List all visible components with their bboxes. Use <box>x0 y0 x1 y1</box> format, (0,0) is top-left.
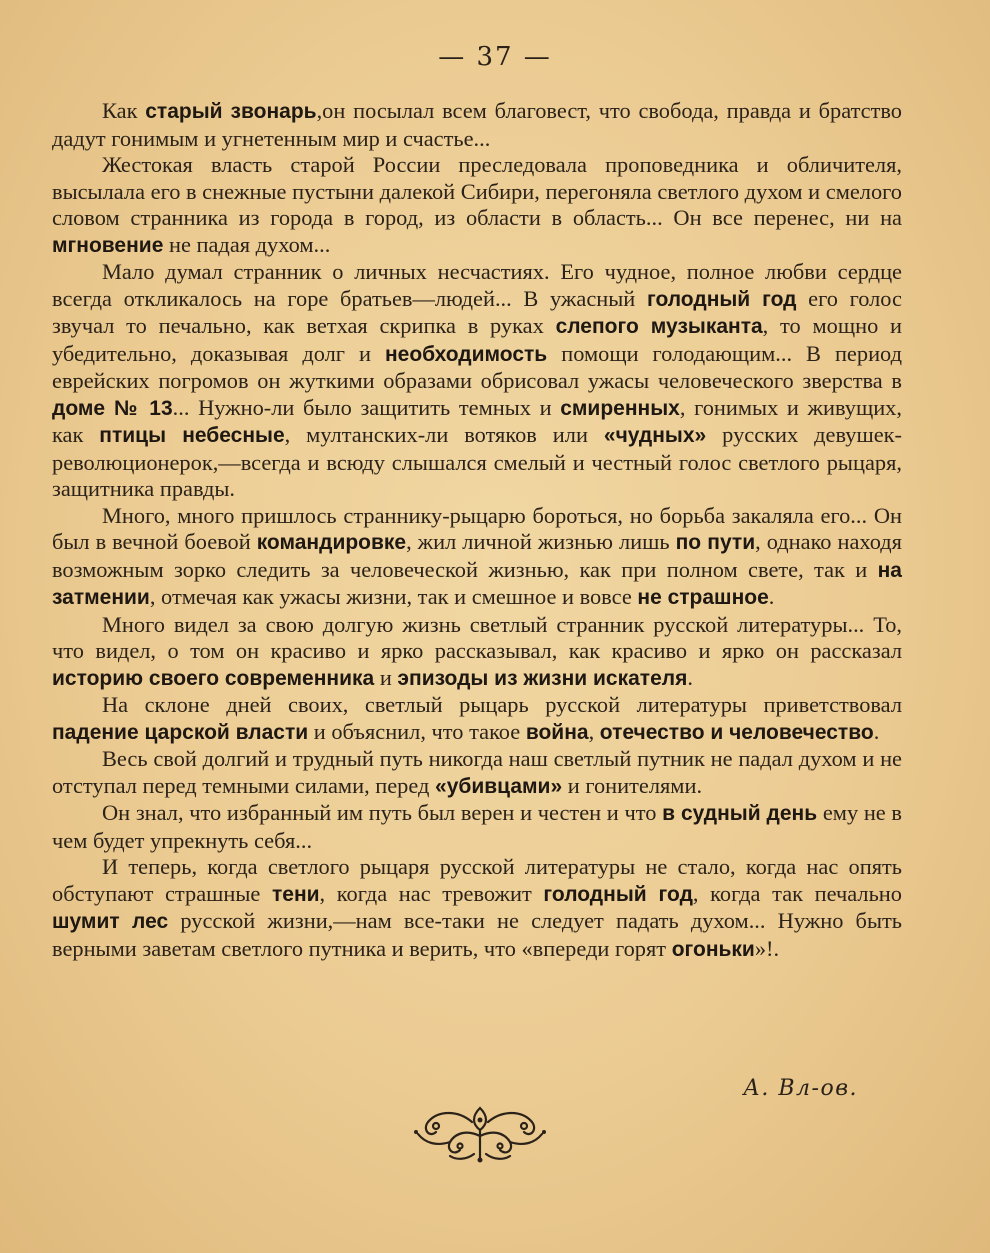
text-run: . <box>768 584 775 609</box>
text-run: Как <box>102 98 146 123</box>
emphasized-text: война <box>525 720 589 744</box>
text-run: , <box>588 718 600 744</box>
emphasized-text: «убивцами» <box>435 774 563 798</box>
text-run: русской жизни,—нам все-таки не следует падать духом... Нужно быть верными заветам светлого путника и верить, что «впереди горят <box>52 908 902 961</box>
text-run: , отмечая как ужасы жизни, так и смешное и вовсе <box>149 584 638 609</box>
text-run: , то мощно и убедительно, доказывая долг и <box>52 313 903 366</box>
text-run: , мултанских-ли вотяков или <box>284 422 604 447</box>
text-run: не падая духом... <box>163 231 331 257</box>
text-run: И теперь, когда светлого рыцаря русской литературы не стало, когда нас опять обступают страшные <box>52 854 902 906</box>
text-run: , гонимых и живущих, как <box>52 394 902 447</box>
emphasized-text: голодный год <box>646 287 797 311</box>
text-run: »!. <box>754 935 780 961</box>
emphasized-text: мгновение <box>52 233 164 257</box>
emphasized-text: по пути <box>675 531 756 554</box>
text-run: ,он посылал всем благовест, что свобода, правда и братство дадут гонимым и угнетенным мир и счастье... <box>52 98 902 151</box>
emphasized-text: огоньки <box>671 937 755 961</box>
emphasized-text: птицы небесные <box>99 424 285 447</box>
emphasized-text: на затмении <box>52 558 902 609</box>
paragraph <box>52 692 902 746</box>
text-run: русских девушек-революционерок,—всегда и всюду слышался смелый и честный голос светлого рыцаря, защитника правды. <box>52 422 902 501</box>
text-run: На склоне дней своих, светлый рыцарь русской литературы приветствовал <box>102 692 902 717</box>
text-run: и <box>374 664 398 690</box>
emphasized-text: смиренных <box>560 396 680 420</box>
paragraph <box>52 259 902 503</box>
paragraph <box>52 854 902 963</box>
paragraph <box>52 503 902 612</box>
emphasized-text: слепого музыканта <box>555 315 763 338</box>
author-signature: А. Вл-ов. <box>743 1076 858 1101</box>
text-run: , жил личной жизнью лишь <box>406 529 676 554</box>
text-run: Мало думал странник о личных несчастиях. Его чудное, полное любви сердце всегда откликалось на горе братьев—людей... В ужасный <box>52 259 902 311</box>
text-run: . <box>873 718 880 744</box>
paragraph <box>52 152 902 259</box>
text-run: Много, много пришлось страннику-рыцарю бороться, но борьба закаляла его... Он был в вечной боевой <box>52 502 902 554</box>
text-run: , однако находя возможным зорко следить за человеческой жизнью, как при полном свете, так и <box>52 529 902 582</box>
emphasized-text: в судный день <box>662 802 818 825</box>
text-run: Он знал, что избранный им путь был верен и честен и что <box>102 800 663 825</box>
emphasized-text: командировке <box>256 531 407 554</box>
emphasized-text: падение царской власти <box>52 720 309 744</box>
text-run: Весь свой долгий и трудный путь никогда наш светлый путник не падал духом и не отступал перед темными силами, перед <box>52 746 902 798</box>
body-text <box>52 98 902 963</box>
emphasized-text: доме № 13 <box>52 396 173 420</box>
emphasized-text: «чудных» <box>603 424 707 447</box>
emphasized-text: шумит лес <box>52 910 169 933</box>
text-run: . <box>687 664 693 690</box>
paragraph <box>52 612 902 693</box>
text-run: помощи голодающим... В период еврейских погромов он жуткими образами обрисовал ужасы человеческого зверства в <box>52 340 902 393</box>
text-run: ему не в чем будет упрекнуть себя... <box>52 800 902 853</box>
text-run: , когда нас тревожит <box>319 880 544 906</box>
emphasized-text: не страшное <box>637 586 769 609</box>
emphasized-text: старый звонарь <box>145 100 317 123</box>
text-run: Жестокая власть старой России преследовала проповедника и обличителя, высылала его в снежные пустыни далекой Сибири, перегоняла светлого духом и смелого словом странника из города в город, из области в область... Он все перенес, ни на <box>52 152 902 230</box>
text-run: и гонителями. <box>562 772 703 798</box>
text-run: его голос звучал то печально, как ветхая скрипка в руках <box>52 285 902 338</box>
page-number: — 37 — <box>438 42 552 72</box>
emphasized-text: тени <box>271 882 320 906</box>
text-run: и объяснил, что такое <box>308 718 526 744</box>
paragraph <box>52 800 902 854</box>
paragraph <box>52 98 902 152</box>
text-run: , когда так печально <box>692 880 902 906</box>
floral-vignette-icon <box>410 1102 550 1164</box>
text-run: ... Нужно-ли было защитить темных и <box>172 394 561 420</box>
emphasized-text: историю своего современника <box>52 666 375 690</box>
emphasized-text: голодный год <box>543 882 693 906</box>
emphasized-text: необходимость <box>384 342 548 366</box>
emphasized-text: эпизоды из жизни искателя <box>397 666 688 690</box>
text-run: Много видел за свою долгую жизнь светлый странник русской литературы... То, что видел, о том он красиво и ярко рассказывал, как красиво и ярко он рассказал <box>52 611 902 663</box>
paragraph <box>52 746 902 800</box>
emphasized-text: отечество и человечество <box>599 720 874 744</box>
